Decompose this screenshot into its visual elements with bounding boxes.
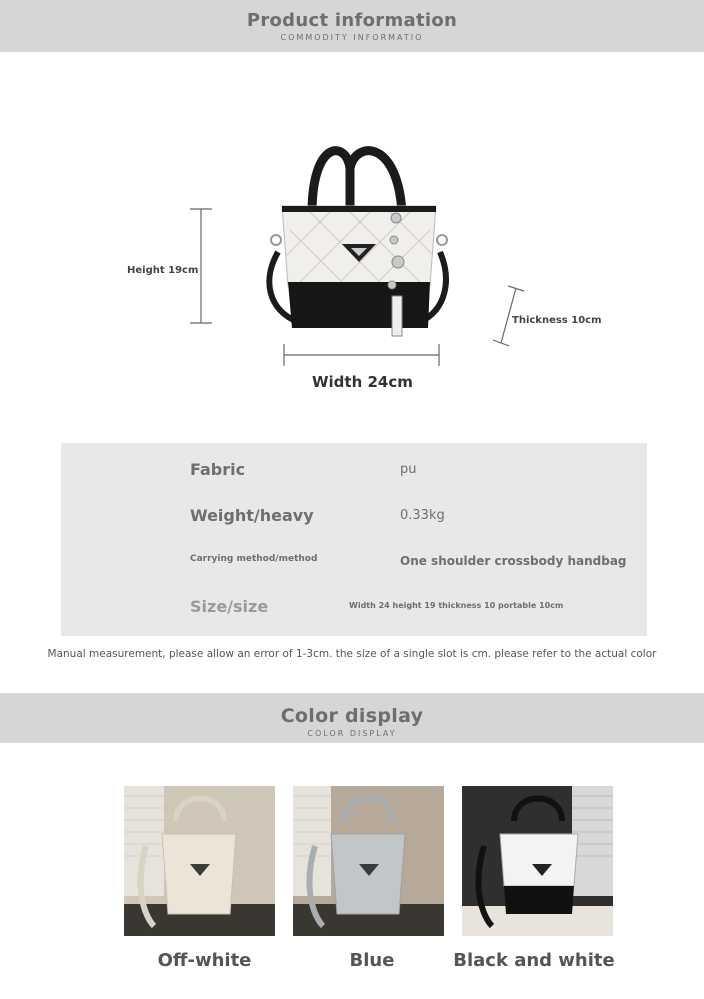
spec-value-carrying: One shoulder crossbody handbag [400, 554, 627, 568]
color-name-blue: Blue [349, 950, 395, 971]
spec-value-size: Width 24 height 19 thickness 10 portable 10cm [349, 601, 564, 610]
spec-value-weight: 0.33kg [400, 508, 445, 523]
spec-label-fabric: Fabric [190, 460, 246, 479]
spec-value-fabric: pu [400, 462, 417, 477]
product-image [0, 52, 704, 452]
color-thumbnail-blue[interactable] [293, 786, 444, 936]
bag-handle [312, 151, 350, 213]
color-name-black-and-white: Black and white [453, 950, 615, 971]
color-name-off-white: Off-white [157, 950, 252, 971]
spec-table [61, 443, 647, 636]
product-info-banner [0, 0, 704, 52]
color-thumbnail-off-white[interactable] [124, 786, 275, 936]
section-subtitle: COMMODITY INFORMATIO [280, 33, 424, 42]
section-title: Product information [246, 10, 458, 31]
measurement-note: Manual measurement, please allow an error of 1-3cm. the size of a single slot is cm. please refer to the actual color [47, 648, 657, 660]
section-title: Color display [280, 705, 424, 727]
section-subtitle: COLOR DISPLAY [307, 729, 397, 738]
thickness-label: Thickness 10cm [512, 315, 602, 326]
spec-label-size: Size/size [190, 597, 269, 616]
spec-label-carrying: Carrying method/method [190, 554, 318, 564]
width-label: Width 24cm [312, 373, 413, 391]
height-label: Height 19cm [127, 265, 199, 276]
spec-label-weight: Weight/heavy [190, 506, 314, 525]
color-thumbnail-black-and-white[interactable] [462, 786, 613, 936]
width-dimension-line [284, 344, 439, 366]
color-display-banner [0, 693, 704, 743]
